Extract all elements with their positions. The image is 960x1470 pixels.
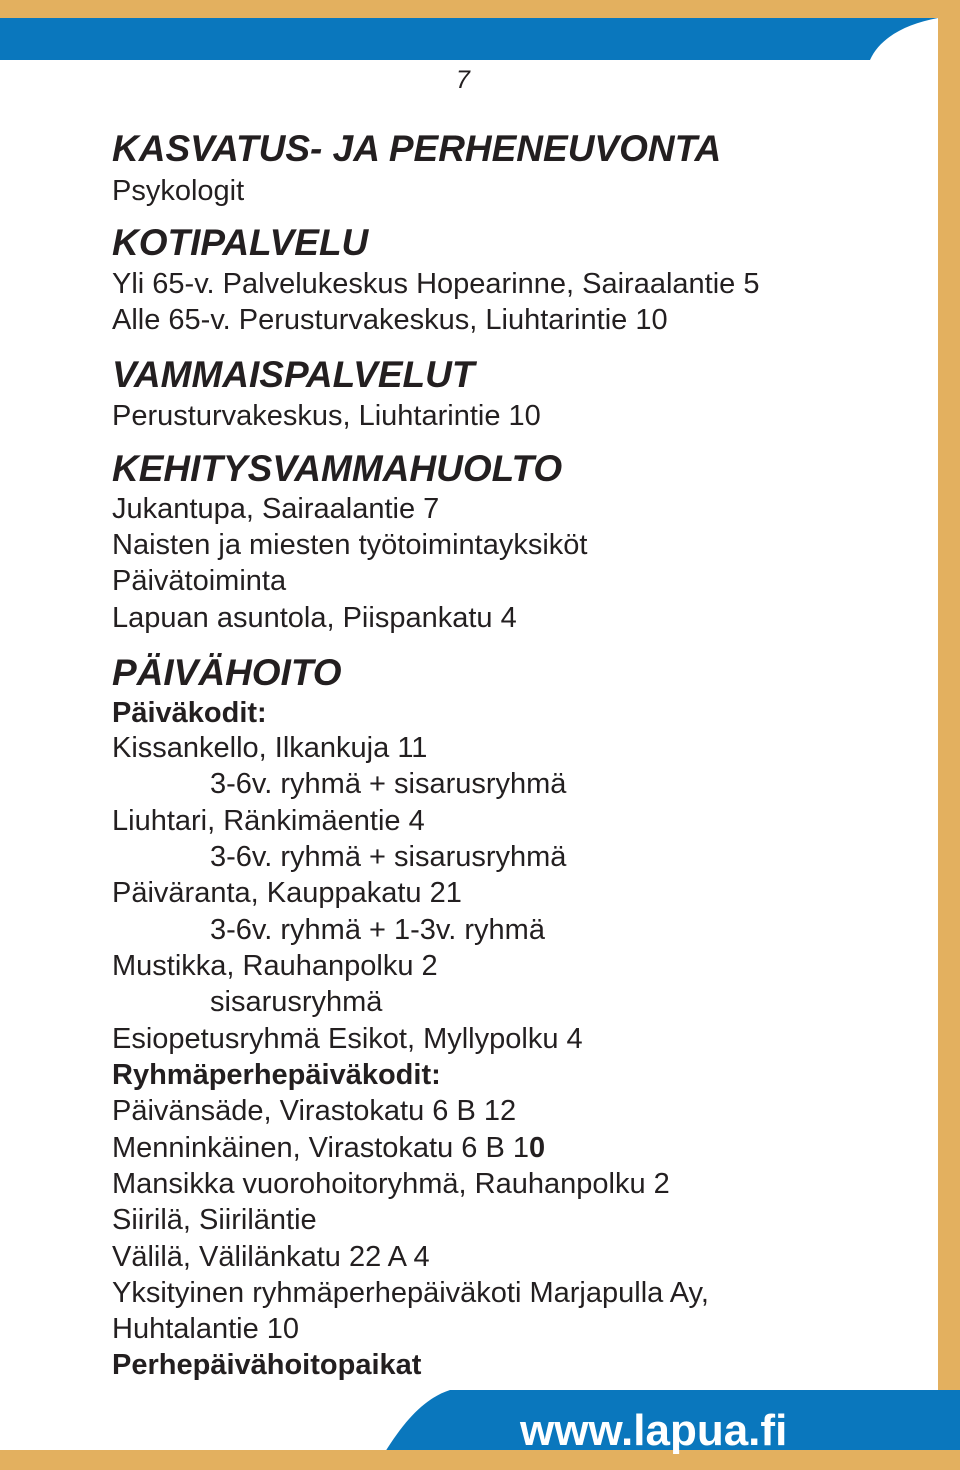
text-line: Alle 65-v. Perusturvakeskus, Liuhtarintie 10 bbox=[112, 304, 668, 336]
subheading-ryhmaperhepaivakodit: Ryhmäperhepäiväkodit: bbox=[112, 1059, 441, 1091]
text-line bbox=[112, 1132, 545, 1165]
website-url[interactable]: www.lapua.fi bbox=[520, 1406, 788, 1455]
text-line: Yksityinen ryhmäperhepäiväkoti Marjapulla Ay, bbox=[112, 1277, 709, 1309]
text-line-indented: 3-6v. ryhmä + 1-3v. ryhmä bbox=[210, 914, 545, 946]
text-line: Jukantupa, Sairaalantie 7 bbox=[112, 493, 440, 525]
page-number: 7 bbox=[456, 66, 470, 94]
bottom-frame-strip bbox=[0, 1450, 960, 1470]
text-line: Perusturvakeskus, Liuhtarintie 10 bbox=[112, 400, 541, 432]
text-line: Huhtalantie 10 bbox=[112, 1313, 300, 1345]
text-line: Kissankello, Ilkankuja 11 bbox=[112, 732, 428, 764]
top-frame-strip bbox=[0, 0, 960, 18]
heading-paivahoito: PÄIVÄHOITO bbox=[112, 652, 342, 693]
text-line-part: Menninkäinen, Virastokatu 6 B 1 bbox=[112, 1132, 530, 1164]
heading-kotipalvelu: KOTIPALVELU bbox=[112, 222, 369, 263]
text-line-indented: sisarusryhmä bbox=[210, 986, 383, 1018]
text-line: Mansikka vuorohoitoryhmä, Rauhanpolku 2 bbox=[112, 1168, 670, 1200]
text-line: Päiväranta, Kauppakatu 21 bbox=[112, 877, 462, 909]
bottom-blue-band bbox=[0, 1390, 960, 1452]
right-frame-strip bbox=[938, 0, 960, 1470]
text-line: Psykologit bbox=[112, 175, 245, 207]
text-line: Naisten ja miesten työtoimintayksiköt bbox=[112, 529, 588, 561]
text-line-bold-part: 0 bbox=[529, 1132, 546, 1164]
text-line-indented: 3-6v. ryhmä + sisarusryhmä bbox=[210, 841, 567, 873]
heading-kasvatus: KASVATUS- JA PERHENEUVONTA bbox=[112, 128, 722, 169]
text-line: Yli 65-v. Palvelukeskus Hopearinne, Sairaalantie 5 bbox=[112, 268, 760, 300]
text-line: Liuhtari, Ränkimäentie 4 bbox=[112, 805, 425, 837]
text-line: Mustikka, Rauhanpolku 2 bbox=[112, 950, 438, 982]
text-line: Päivätoiminta bbox=[112, 565, 287, 597]
text-line: Päivänsäde, Virastokatu 6 B 12 bbox=[112, 1095, 517, 1127]
subheading-perhepaivahoitopaikat: Perhepäivähoitopaikat bbox=[112, 1349, 422, 1381]
text-line: Lapuan asuntola, Piispankatu 4 bbox=[112, 602, 517, 634]
top-blue-band bbox=[0, 18, 938, 60]
text-line: Siirilä, Siiriläntie bbox=[112, 1204, 317, 1236]
text-line: Esiopetusryhmä Esikot, Myllypolku 4 bbox=[112, 1023, 583, 1055]
heading-vammaispalvelut: VAMMAISPALVELUT bbox=[112, 354, 475, 395]
heading-kehitysvammahuolto: KEHITYSVAMMAHUOLTO bbox=[112, 448, 563, 489]
text-line-indented: 3-6v. ryhmä + sisarusryhmä bbox=[210, 768, 567, 800]
text-line: Välilä, Välilänkatu 22 A 4 bbox=[112, 1241, 430, 1273]
subheading-paivakodit: Päiväkodit: bbox=[112, 697, 267, 729]
